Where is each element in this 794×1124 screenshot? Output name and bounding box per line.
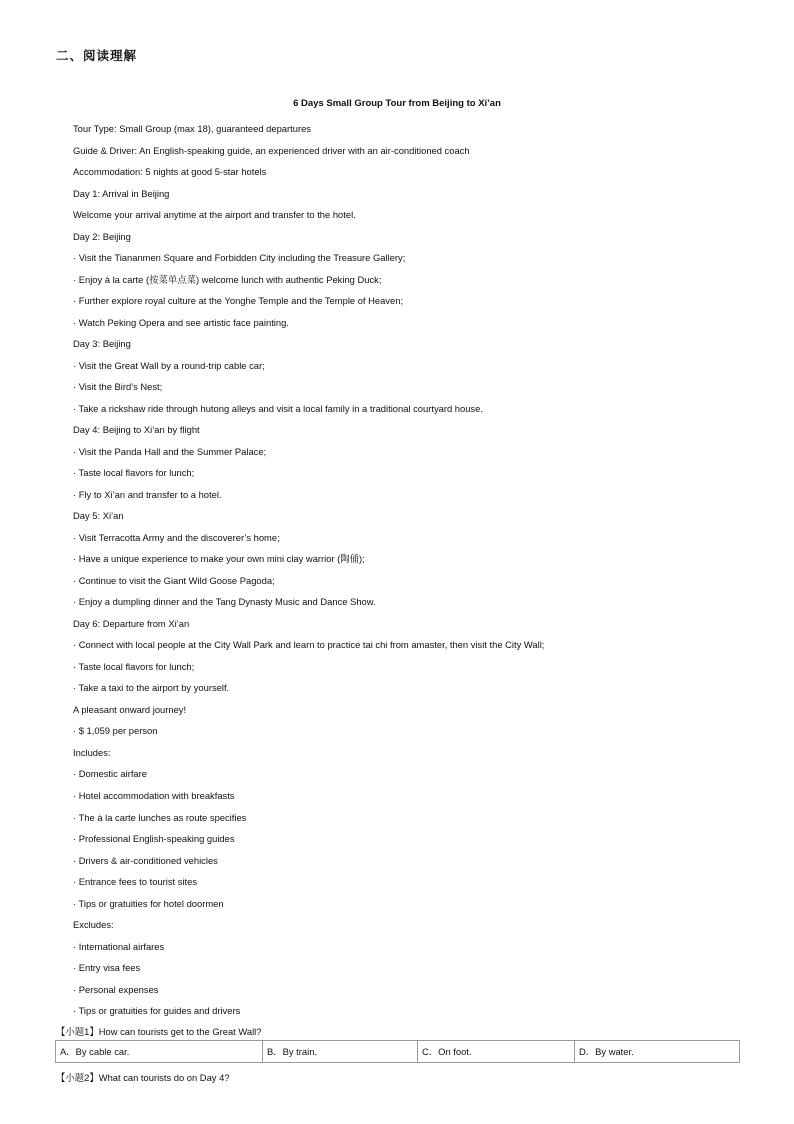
- passage-line: Day 6: Departure from Xi’an: [73, 617, 190, 629]
- passage-line: · Professional English-speaking guides: [73, 833, 235, 845]
- passage-line: Excludes:: [73, 919, 114, 931]
- passage-line: A pleasant onward journey!: [73, 703, 187, 715]
- passage-line: · Hotel accommodation with breakfasts: [73, 789, 235, 801]
- section-heading: 二、阅读理解: [56, 48, 138, 63]
- passage-line: Accommodation: 5 nights at good 5-star hotels: [73, 166, 267, 178]
- passage-line: · Take a taxi to the airport by yourself.: [73, 682, 230, 694]
- passage-line: Day 2: Beijing: [73, 230, 131, 242]
- passage-line: · Visit the Panda Hall and the Summer Palace;: [73, 445, 267, 457]
- question-1: 【小题1】How can tourists get to the Great Wall?: [56, 1026, 262, 1037]
- passage-line: · Taste local flavors for lunch;: [73, 660, 195, 672]
- option-a[interactable]: A．By cable car.: [56, 1041, 263, 1062]
- passage-line: · Entrance fees to tourist sites: [73, 876, 198, 888]
- passage-line: · Entry visa fees: [73, 962, 141, 974]
- passage-line: · Visit Terracotta Army and the discoverer’s home;: [73, 531, 280, 543]
- passage-line: · Visit the Tiananmen Square and Forbidden City including the Treasure Gallery;: [73, 252, 406, 264]
- passage-line: Welcome your arrival anytime at the airport and transfer to the hotel.: [73, 209, 356, 221]
- passage-line: · Tips or gratuities for hotel doormen: [73, 897, 224, 909]
- passage-line: · Enjoy a dumpling dinner and the Tang Dynasty Music and Dance Show.: [73, 596, 376, 608]
- passage-line: · Visit the Bird’s Nest;: [73, 381, 163, 393]
- passage-line: Guide & Driver: An English-speaking guide, an experienced driver with an air-conditioned coach: [73, 144, 470, 156]
- question-2: 【小题2】What can tourists do on Day 4?: [56, 1072, 230, 1083]
- passage-line: · Visit the Great Wall by a round-trip cable car;: [73, 359, 265, 371]
- passage-line: · Drivers & air-conditioned vehicles: [73, 854, 218, 866]
- passage-line: · Taste local flavors for lunch;: [73, 467, 195, 479]
- passage-line: · International airfares: [73, 940, 165, 952]
- passage-line: · The à la carte lunches as route specifies: [73, 811, 247, 823]
- passage-line: · Domestic airfare: [73, 768, 147, 780]
- passage-line: · Have a unique experience to make your own mini clay warrior (陶俑);: [73, 553, 365, 565]
- passage-line: · $ 1,059 per person: [73, 725, 158, 737]
- passage-line: · Further explore royal culture at the Yonghe Temple and the Temple of Heaven;: [73, 295, 404, 307]
- passage-body: [73, 118, 544, 1022]
- passage-line: · Continue to visit the Giant Wild Goose Pagoda;: [73, 574, 275, 586]
- passage-line: Day 3: Beijing: [73, 338, 131, 350]
- passage-line: Includes:: [73, 746, 111, 758]
- question-1-options: [55, 1040, 740, 1063]
- passage-line: Tour Type: Small Group (max 18), guaranteed departures: [73, 123, 311, 134]
- passage-line: · Enjoy à la carte (按菜单点菜) welcome lunch with authentic Peking Duck;: [73, 273, 382, 285]
- passage-line: · Fly to Xi’an and transfer to a hotel.: [73, 488, 222, 500]
- passage-line: Day 1: Arrival in Beijing: [73, 187, 170, 199]
- passage-line: · Watch Peking Opera and see artistic face painting.: [73, 316, 289, 328]
- passage-line: · Tips or gratuities for guides and drivers: [73, 1005, 241, 1017]
- option-b[interactable]: B．By train.: [263, 1041, 418, 1062]
- passage-line: · Personal expenses: [73, 983, 159, 995]
- passage-line: · Take a rickshaw ride through hutong alleys and visit a local family in a traditional courtyard house.: [73, 402, 483, 414]
- passage-line: Day 5: Xi’an: [73, 510, 124, 522]
- passage-title: 6 Days Small Group Tour from Beijing to Xi’an: [293, 98, 501, 109]
- passage-line: · Connect with local people at the City Wall Park and learn to practice tai chi from amaster, then visit the City Wall;: [73, 639, 545, 651]
- passage-line: Day 4: Beijing to Xi’an by flight: [73, 424, 200, 436]
- option-c[interactable]: C．On foot.: [418, 1041, 575, 1062]
- option-d[interactable]: D．By water.: [579, 1046, 634, 1057]
